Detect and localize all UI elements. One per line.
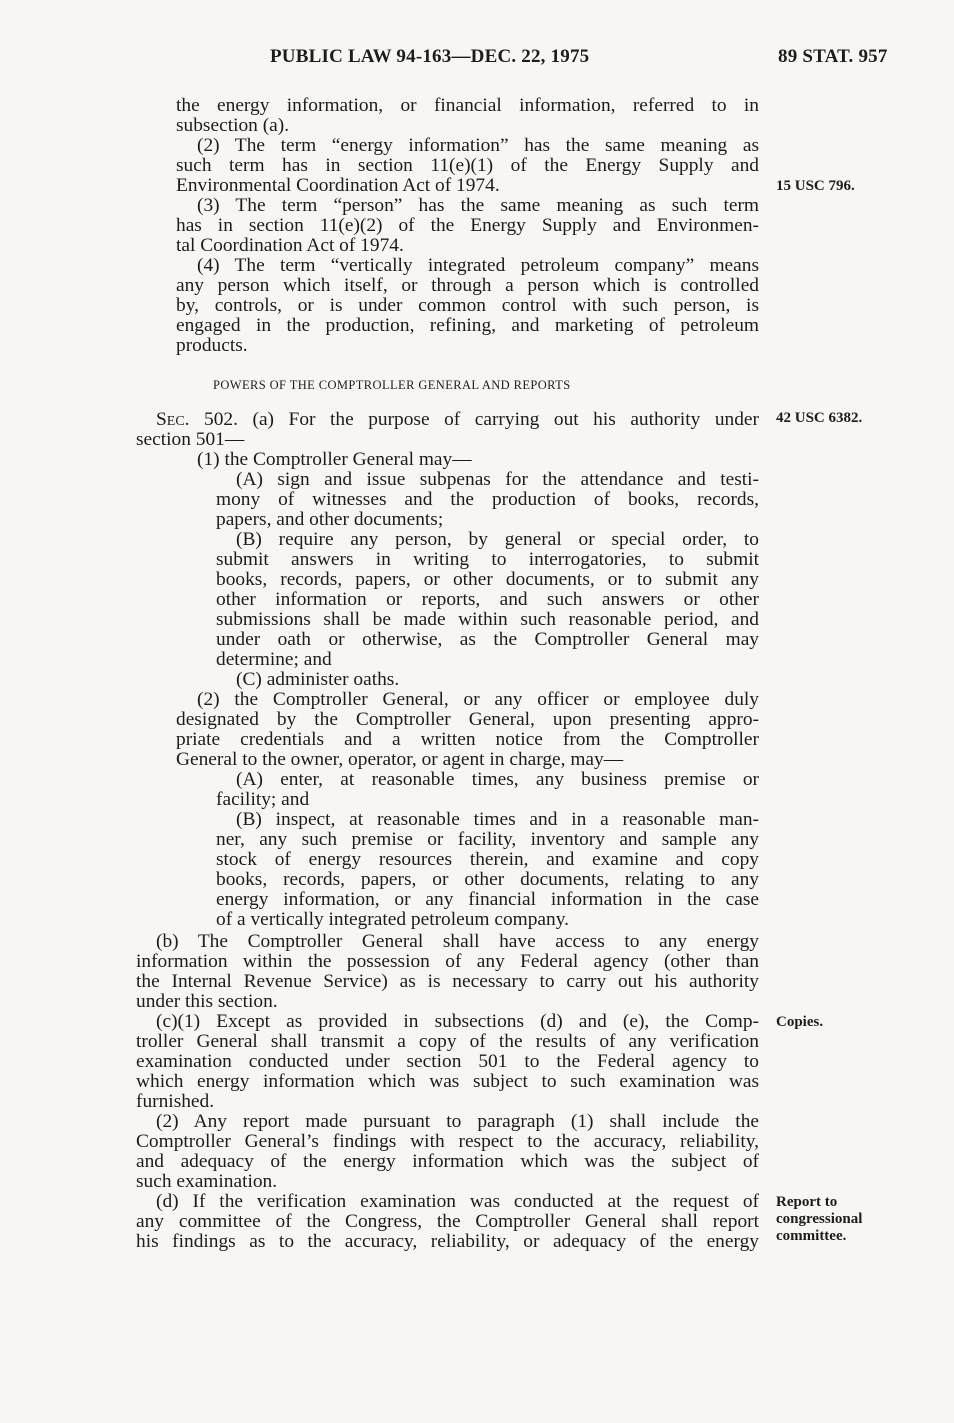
text-line: Comptroller General’s findings with respect to the accuracy, reliability,: [136, 1131, 759, 1152]
text-line: (A) enter, at reasonable times, any business premise or: [236, 769, 759, 790]
text-line: subsection (a).: [176, 115, 290, 136]
section-heading-line: [156, 410, 759, 430]
text-line: engaged in the production, refining, and marketing of petroleum: [176, 315, 759, 336]
text-line: has in section 11(e)(2) of the Energy Supply and Environmen-: [176, 215, 759, 236]
text-line: furnished.: [136, 1091, 215, 1112]
text-line: products.: [176, 335, 248, 356]
text-line: by, controls, or is under common control with such person, is: [176, 295, 759, 316]
text-line: stock of energy resources therein, and examine and copy: [216, 849, 759, 870]
text-line: (A) sign and issue subpenas for the attendance and testi-: [236, 469, 759, 490]
margin-note-report-line3: committee.: [776, 1228, 847, 1244]
text-line: any person which itself, or through a person which is controlled: [176, 275, 759, 296]
page-header-stat: 89 STAT. 957: [778, 46, 888, 67]
margin-note-usc-796: 15 USC 796.: [776, 178, 855, 194]
text-line: tal Coordination Act of 1974.: [176, 235, 404, 256]
text-line: designated by the Comptroller General, upon presenting appro-: [176, 709, 759, 730]
text-line: submissions shall be made within such reasonable period, and: [216, 609, 759, 630]
text-line: Environmental Coordination Act of 1974.: [176, 175, 500, 196]
text-line: troller General shall transmit a copy of the results of any verification: [136, 1031, 759, 1052]
text-line: other information or reports, and such answers or other: [216, 589, 759, 610]
text-line: the Internal Revenue Service) as is necessary to carry out his authority: [136, 971, 759, 992]
text-line: (B) require any person, by general or special order, to: [236, 529, 759, 550]
text-line: such examination.: [136, 1171, 278, 1192]
text-line: examination conducted under section 501 to the Federal agency to: [136, 1051, 759, 1072]
text-line: (4) The term “vertically integrated petroleum company” means: [197, 255, 759, 276]
text-line: submit answers in writing to interrogatories, to submit: [216, 549, 759, 570]
text-line: (2) Any report made pursuant to paragraph (1) shall include the: [156, 1111, 759, 1132]
text-line: ner, any such premise or facility, inventory and sample any: [216, 829, 759, 850]
text-line: which energy information which was subject to such examination was: [136, 1071, 759, 1092]
text-line: (C) administer oaths.: [236, 669, 400, 690]
text-line: mony of witnesses and the production of books, records,: [216, 489, 759, 510]
text-line: energy information, or any financial information in the case: [216, 889, 759, 910]
margin-note-report-line2: congressional: [776, 1211, 863, 1227]
text-line: books, records, papers, or other documents, or to submit any: [216, 569, 759, 590]
text-line: (B) inspect, at reasonable times and in a reasonable man-: [236, 809, 759, 830]
text-line: under oath or otherwise, as the Comptroller General may: [216, 629, 759, 650]
section-caption: POWERS OF THE COMPTROLLER GENERAL AND REPORTS: [213, 378, 571, 392]
text-line: section 501—: [136, 429, 245, 450]
text-line: (2) the Comptroller General, or any officer or employee duly: [197, 689, 759, 710]
text-line: (1) the Comptroller General may—: [197, 449, 472, 470]
text-line: determine; and: [216, 649, 332, 670]
sec-text: 502. (a) For the purpose of carrying out his authority under: [189, 409, 759, 430]
sec-label: Sec.: [156, 409, 190, 430]
margin-note-copies: Copies.: [776, 1014, 824, 1030]
text-line: and adequacy of the energy information which was the subject of: [136, 1151, 759, 1172]
text-line: (2) The term “energy information” has the same meaning as: [197, 135, 759, 156]
margin-note-report-line1: Report to: [776, 1194, 838, 1210]
text-line: of a vertically integrated petroleum company.: [216, 909, 570, 930]
text-line: (d) If the verification examination was conducted at the request of: [156, 1191, 759, 1212]
page-header-title: PUBLIC LAW 94-163—DEC. 22, 1975: [270, 46, 590, 67]
text-line: under this section.: [136, 991, 278, 1012]
text-line: such term has in section 11(e)(1) of the Energy Supply and: [176, 155, 759, 176]
text-line: priate credentials and a written notice from the Comptroller: [176, 729, 759, 750]
text-line: information within the possession of any Federal agency (other than: [136, 951, 759, 972]
text-line: General to the owner, operator, or agent in charge, may—: [176, 749, 624, 770]
text-line: papers, and other documents;: [216, 509, 444, 530]
text-line: any committee of the Congress, the Comptroller General shall report: [136, 1211, 759, 1232]
text-line: the energy information, or financial information, referred to in: [176, 95, 759, 116]
text-line: his findings as to the accuracy, reliability, or adequacy of the energy: [136, 1231, 759, 1252]
text-line: (c)(1) Except as provided in subsections (d) and (e), the Comp-: [156, 1011, 759, 1032]
text-line: books, records, papers, or other documents, relating to any: [216, 869, 759, 890]
text-line: (3) The term “person” has the same meaning as such term: [197, 195, 759, 216]
margin-note-usc-6382: 42 USC 6382.: [776, 410, 863, 426]
text-line: (b) The Comptroller General shall have access to any energy: [156, 931, 759, 952]
text-line: facility; and: [216, 789, 310, 810]
